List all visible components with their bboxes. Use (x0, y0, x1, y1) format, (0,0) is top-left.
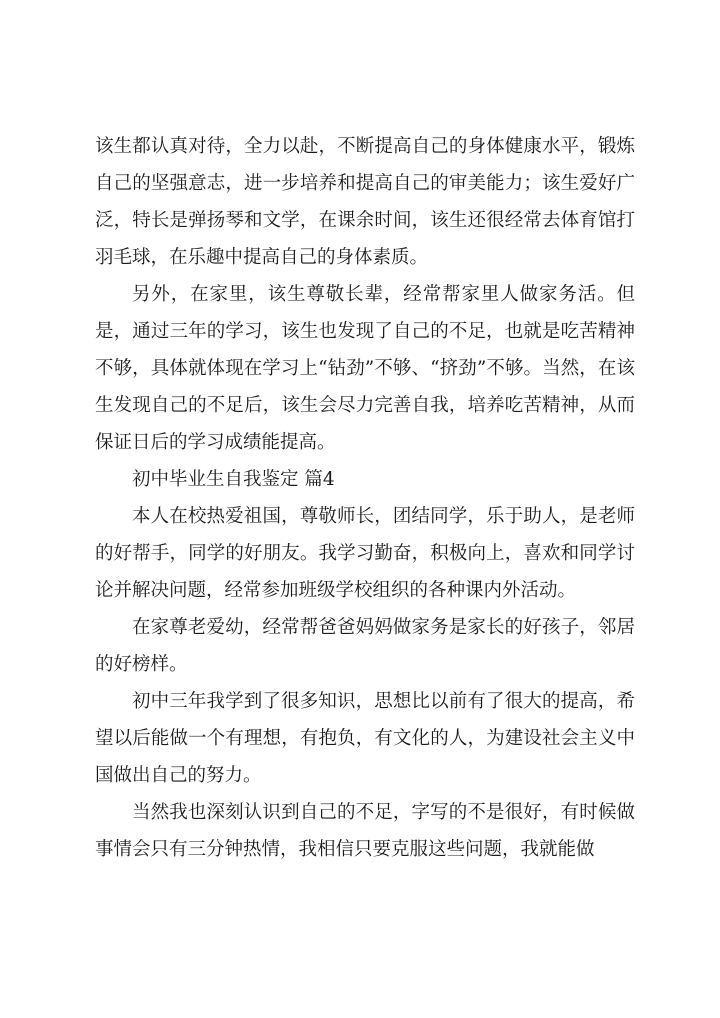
paragraph-home-life: 另外，在家里，该生尊敬长辈，经常帮家里人做家务活。但是，通过三年的学习，该生也发现了自己的不足，也就是吃苦精神不够，具体就体现在学习上“钻劲”不够、“挤劲”不够。当然，在该生发现自己的不足后，该生会尽力完善自我，培养吃苦精神，从而保证日后的学习成绩能提高。 (95, 284, 635, 453)
paragraph-knowledge: 初中三年我学到了很多知识，思想比以前有了很大的提高，希望以后能做一个有理想，有抱负，有文化的人，为建设社会主义中国做出自己的努力。 (95, 691, 635, 786)
paragraph-school: 本人在校热爱祖国，尊敬师长，团结同学，乐于助人，是老师的好帮手，同学的好朋友。我学习勤奋，积极向上，喜欢和同学讨论并解决问题，经常参加班级学校组织的各种课内外活动。 (95, 506, 635, 601)
document-body (95, 128, 635, 868)
paragraph-continuation: 该生都认真对待，全力以赴，不断提高自己的身体健康水平，锻炼自己的坚强意志，进一步培养和提高自己的审美能力；该生爱好广泛，特长是弹扬琴和文学，在课余时间，该生还很经常去体育馆打羽毛球，在乐趣中提高自己的身体素质。 (95, 136, 635, 268)
paragraph-family: 在家尊老爱幼，经常帮爸爸妈妈做家务是家长的好孩子，邻居的好榜样。 (95, 617, 635, 675)
section-heading: 初中毕业生自我鉴定 篇4 (132, 469, 335, 490)
paragraph-shortcomings: 当然我也深刻认识到自己的不足，字写的不是很好，有时候做事情会只有三分钟热情，我相信只要克服这些问题，我就能做 (95, 802, 635, 860)
